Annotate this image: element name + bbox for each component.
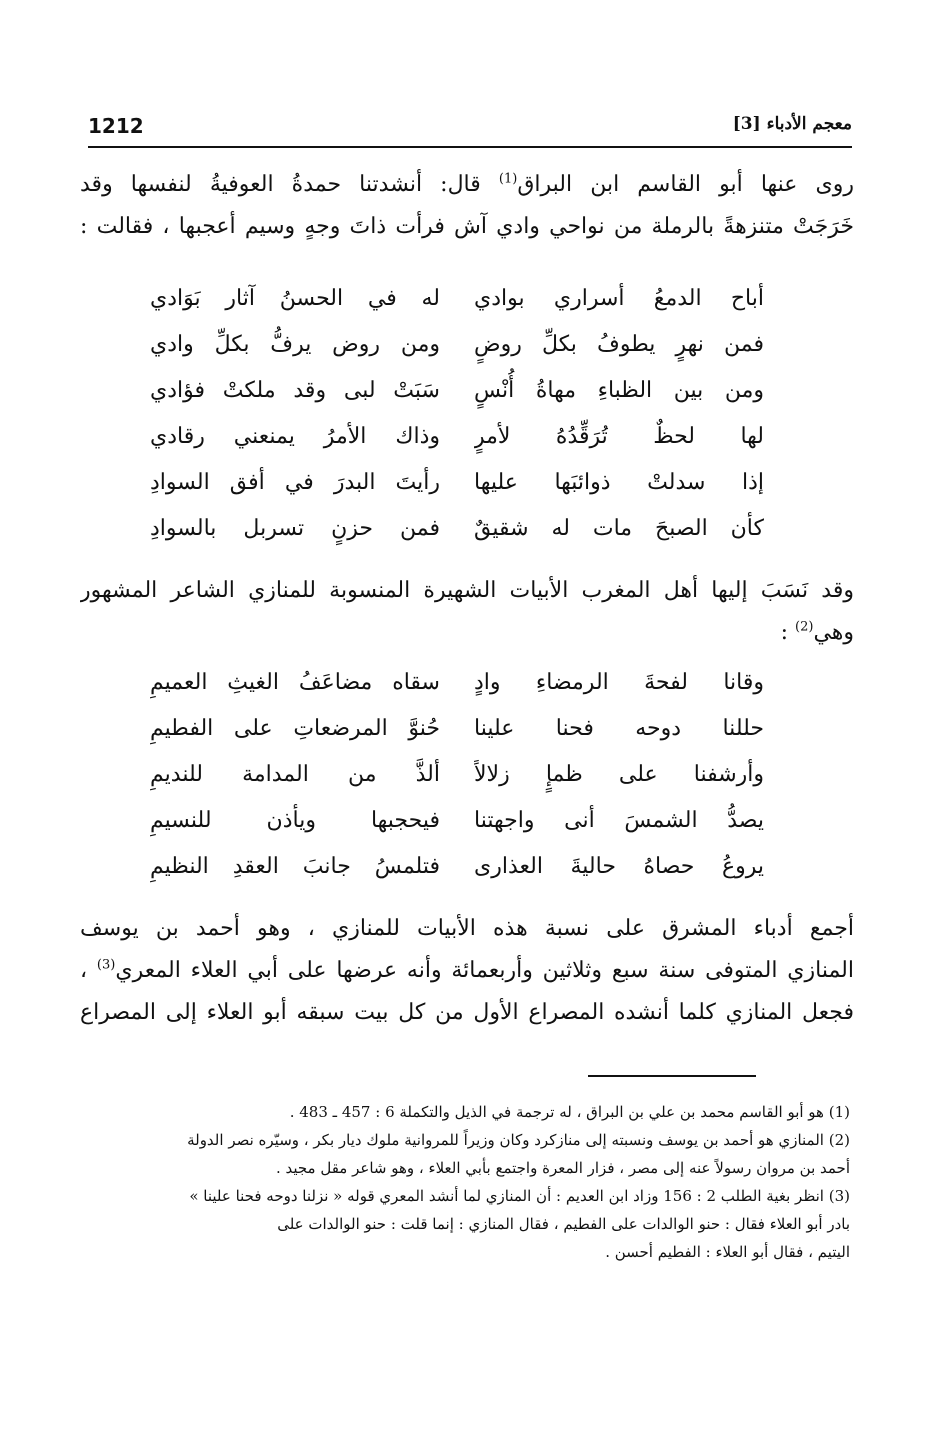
- footnote-ref-1: (1): [498, 171, 518, 187]
- verse-second-hemistich: سقاه مضاعَفُ الغيثِ العميمِ: [150, 670, 440, 695]
- verse-first-hemistich: حللنا دوحه فحنا علينا: [474, 716, 764, 741]
- footnote-2-continuation: أحمد بن مروان رسولاً عنه إلى مصر ، فزار المعرة واجتمع بأبي العلاء ، وهو شاعر مقل مجيد .: [275, 1159, 850, 1177]
- verse-first-hemistich: أباح الدمعُ أسراري بوادي: [474, 286, 764, 311]
- verse: [150, 798, 764, 844]
- intro-line-1: روى عنها أبو القاسم ابن البراق$^{(1)}$ قال: أنشدتنا حمدةُ العوفيةُ لنفسها وقد: [80, 171, 854, 197]
- verse-second-hemistich: سَبَتْ لبى وقد ملكتْ فؤادي: [150, 378, 440, 403]
- poem-manazi: [150, 660, 764, 890]
- verse-first-hemistich: وأرشفنا على ظمإٍ زلالاً: [474, 762, 764, 787]
- closing-line-1: أجمع أدباء المشرق على نسبة هذه الأبيات للمنازي ، وهو أحمد بن يوسف: [80, 916, 854, 941]
- verse: [150, 322, 764, 368]
- verse-first-hemistich: لها لحظٌ تُرَقِّدُهُ لأمرٍ: [474, 424, 764, 449]
- verse-second-hemistich: وذاك الأمرُ يمنعني رقادي: [150, 424, 440, 449]
- verse-first-hemistich: إذا سدلتْ ذوائبَها عليها: [474, 470, 764, 495]
- verse: [150, 460, 764, 506]
- page-header: [88, 108, 852, 148]
- verse-second-hemistich: رأيتَ البدرَ في أفق السوادِ: [150, 470, 440, 495]
- verse: [150, 660, 764, 706]
- verse: [150, 844, 764, 890]
- footnote-3-continuation: بادر أبو العلاء فقال : حنو الوالدات على الفطيم ، فقال المنازي : إنما قلت : حنو الوالدات على: [277, 1215, 850, 1233]
- verse-first-hemistich: يروعُ حصاهُ حاليةَ العذارى: [474, 854, 764, 879]
- verse: [150, 414, 764, 460]
- footnote-ref-3: (3): [96, 957, 116, 973]
- verse-second-hemistich: له في الحسنُ آثار بَوَادي: [150, 286, 440, 311]
- verse-second-hemistich: ألذَّ من المدامة للنديمِ: [150, 762, 440, 787]
- footnote-1: (1) هو أبو القاسم محمد بن علي بن البراق ، له ترجمة في الذيل والتكملة 6 : 457 ـ 483 .: [289, 1103, 850, 1121]
- verse-second-hemistich: حُنوَّ المرضعاتِ على الفطيمِ: [150, 716, 440, 741]
- footnote-3-continuation-2: اليتيم ، فقال أبو العلاء : الفطيم أحسن .: [605, 1243, 850, 1261]
- running-title: معجم الأدباء [3]: [732, 114, 852, 134]
- verse-second-hemistich: فمن حزنٍ تسربل بالسوادِ: [150, 516, 440, 541]
- intro-paragraph: [80, 164, 854, 248]
- verse: [150, 706, 764, 752]
- middle-paragraph: [80, 570, 854, 654]
- page-number: 1212: [88, 114, 144, 138]
- verse: [150, 276, 764, 322]
- verse-second-hemistich: فيحجبها ويأذن للنسيمِ: [150, 808, 440, 833]
- verse-second-hemistich: ومن روض يرفُّ بكلِّ وادي: [150, 332, 440, 357]
- verse-second-hemistich: فتلمسُ جانبَ العقدِ النظيمِ: [150, 854, 440, 879]
- intro-line-2: خَرَجَتْ متنزهةً بالرملة من نواحي وادي آش فرأت ذاتَ وجهٍ وسيم أعجبها ، فقالت :: [80, 214, 854, 239]
- closing-paragraph: [80, 908, 854, 1034]
- closing-line-3: فجعل المنازي كلما أنشده المصراع الأول من كل بيت سبقه أبو العلاء إلى المصراع: [80, 1000, 854, 1025]
- footnote-3: (3) انظر بغية الطلب 2 : 156 وزاد ابن العديم : أن المنازي لما أنشد المعري قوله « نزلنا دوحه فحنا علينا »: [189, 1187, 850, 1205]
- verse-first-hemistich: وقانا لفحةَ الرمضاءِ وادٍ: [474, 670, 764, 695]
- footnotes: [120, 1098, 850, 1266]
- verse-first-hemistich: كأن الصبحَ مات له شقيقٌ: [474, 516, 764, 541]
- verse-first-hemistich: فمن نهرٍ يطوفُ بكلِّ روضٍ: [474, 332, 764, 357]
- footnote-2: (2) المنازي هو أحمد بن يوسف ونسبته إلى منازكرد وكان وزيراً للمروانية ملوك ديار بكر ، وسيّره نصر الدولة: [187, 1131, 850, 1149]
- middle-line-2: وهي$^{(2)}$ :: [780, 619, 854, 645]
- verse-first-hemistich: ومن بين الظباءِ مهاةُ أُنْسٍ: [474, 378, 764, 403]
- verse: [150, 368, 764, 414]
- verse: [150, 752, 764, 798]
- footnote-separator: [588, 1075, 756, 1077]
- verse-first-hemistich: يصدُّ الشمسَ أنى واجهتنا: [474, 808, 764, 833]
- closing-line-2: المنازي المتوفى سنة سبع وثلاثين وأربعمائة وأنه عرضها على أبي العلاء المعري$^{(3)}$ ،: [80, 957, 854, 983]
- verse: [150, 506, 764, 552]
- middle-line-1: وقد نَسَبَ إليها أهل المغرب الأبيات الشهيرة المنسوبة للمنازي الشاعر المشهور: [80, 578, 854, 603]
- poem-hamda: [150, 276, 764, 552]
- footnote-ref-2: (2): [795, 619, 814, 635]
